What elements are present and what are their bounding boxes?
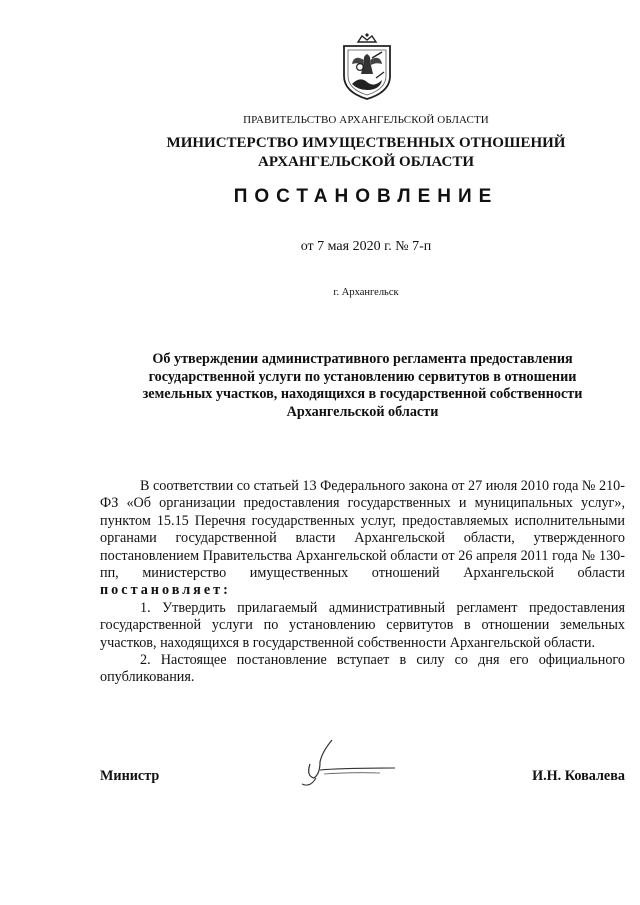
title-line4: Архангельской области <box>286 403 439 420</box>
handwritten-signature-icon <box>280 734 400 794</box>
title-line3: земельных участков, находящихся в государственной собственности <box>142 386 583 402</box>
paragraph-preamble <box>100 478 625 600</box>
document-city: г. Архангельск <box>333 287 399 298</box>
ministry-name <box>0 134 640 172</box>
signature-block <box>100 764 625 804</box>
document-type: ПОСТАНОВЛЕНИЕ <box>233 186 499 207</box>
ministry-name-line1: МИНИСТЕРСТВО ИМУЩЕСТВЕННЫХ ОТНОШЕНИЙ <box>166 135 566 151</box>
preamble-text: В соответствии со статьей 13 Федерального закона от 27 июля 2010 года № 210-ФЗ «Об организации предоставления государственных и муниципальных услуг», пунктом 15.15 Перечня государственных услуг, предоставляемых исполнительными органами государственной власти Архангельской области, утвержденного постановлением Правительства Архангельской области от 26 апреля 2011 года № 130-пп, министерство имущественных отношений Архангельской области <box>100 478 625 582</box>
paragraph-item-2: 2. Настоящее постановление вступает в силу со дня его официального опубликования. <box>100 652 625 686</box>
paragraph-item-1: 1. Утвердить прилагаемый административный регламент предоставления государственной услуги по установлению сервитутов в отношении земельных участков, находящихся в государственной собственности Архангельской области. <box>100 599 625 651</box>
document-title <box>100 351 625 421</box>
title-line2: государственной услуги по установлению сервитутов в отношении <box>148 368 577 385</box>
signer-name: И.Н. Ковалева <box>532 768 625 784</box>
document-date-number: от 7 мая 2020 г. № 7-п <box>300 239 432 254</box>
resolves-keyword: постановляет <box>100 582 224 599</box>
coat-of-arms-icon <box>336 32 398 102</box>
document-body <box>100 478 625 687</box>
title-line1: Об утверждении административного регламента предоставления <box>152 351 573 367</box>
government-header: ПРАВИТЕЛЬСТВО АРХАНГЕЛЬСКОЙ ОБЛАСТИ <box>243 114 489 126</box>
resolves-colon: : <box>223 582 231 599</box>
signer-role: Министр <box>100 768 160 784</box>
ministry-name-line2: АРХАНГЕЛЬСКОЙ ОБЛАСТИ <box>258 154 474 170</box>
